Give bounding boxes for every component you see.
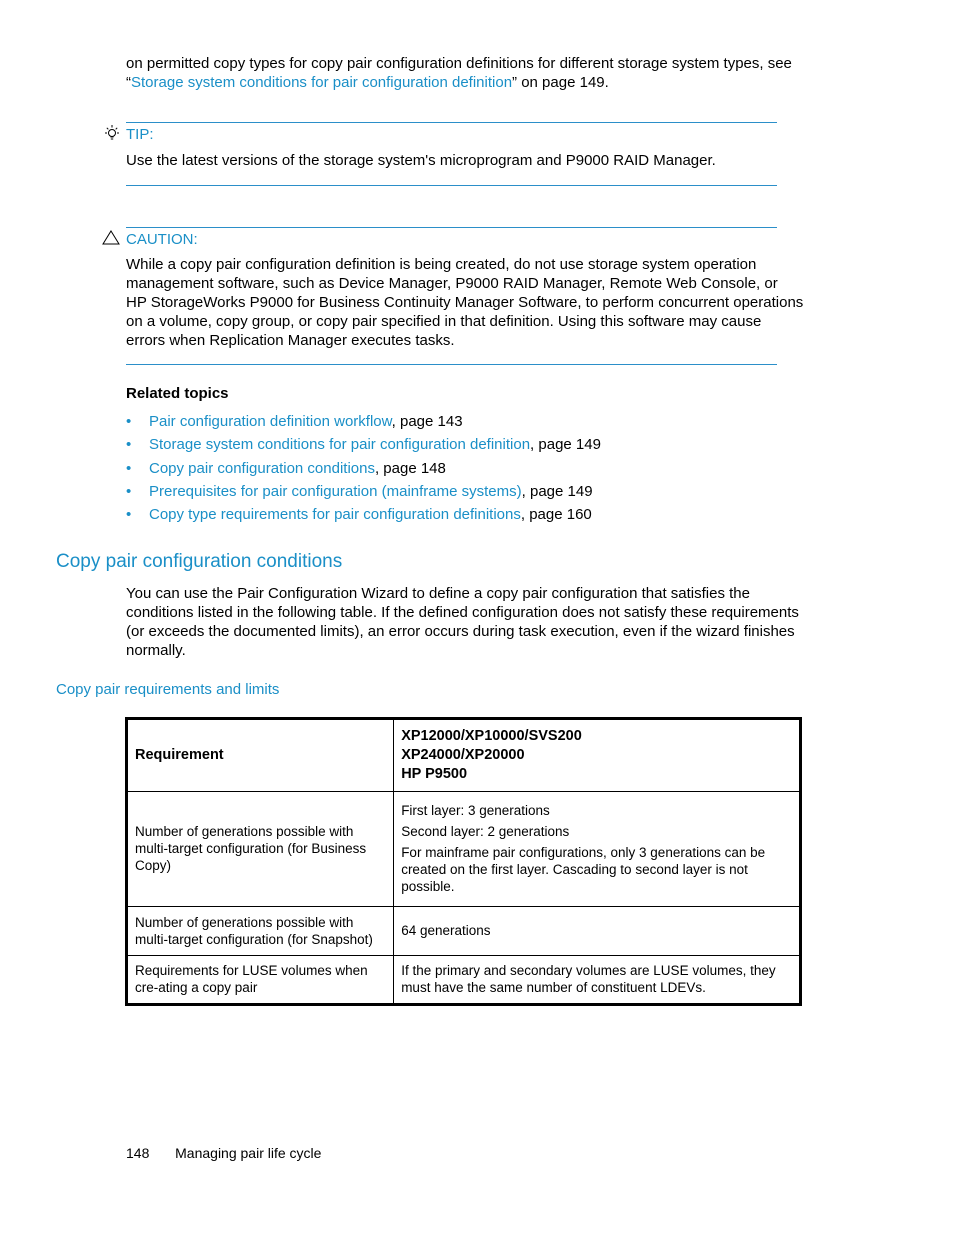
- table-row: [127, 955, 801, 1004]
- related-page-ref: , page 160: [520, 506, 592, 524]
- table-row: [127, 792, 801, 906]
- caution-bottom-rule: [126, 364, 777, 365]
- related-page-ref: , page 149: [521, 482, 593, 500]
- related-link-storage-conditions[interactable]: Storage system conditions for pair configuration definition: [149, 436, 531, 454]
- caution-top-rule: [126, 227, 777, 228]
- related-link-copy-type-requirements[interactable]: Copy type requirements for pair configuration definitions: [149, 506, 521, 524]
- cell-value: [394, 955, 801, 1004]
- paragraph-line: normally.: [126, 642, 186, 659]
- paragraph-line: You can use the Pair Configuration Wizard to define a copy pair configuration that satisfies the: [126, 585, 750, 602]
- cell-value-line: For mainframe pair configurations, only 3 generations can be created on the first layer. Cascading to second layer is not possible.: [401, 845, 766, 895]
- tip-bottom-rule: [126, 185, 777, 186]
- header-requirement: Requirement: [127, 719, 394, 792]
- caution-text: [126, 255, 803, 350]
- chapter-title: Managing pair life cycle: [175, 1145, 322, 1161]
- tip-text: Use the latest versions of the storage system's microprogram and P9000 RAID Manager.: [126, 152, 716, 169]
- tip-top-rule: [126, 122, 777, 123]
- caution-line: While a copy pair configuration definition is being created, do not use storage system operation: [126, 256, 757, 273]
- lightbulb-icon: [102, 124, 122, 149]
- cell-requirement: Number of generations possible with multi-target configuration (for Business Copy): [127, 792, 394, 906]
- bullet-icon: •: [126, 506, 132, 524]
- related-page-ref: , page 143: [391, 413, 463, 430]
- related-page-ref: , page 149: [530, 436, 601, 454]
- cell-value-line: 64 generations: [401, 923, 491, 939]
- list-item: [126, 459, 601, 482]
- section-title: Copy pair configuration conditions: [56, 551, 343, 572]
- caution-line: management software, such as Device Manager, P9000 RAID Manager, Remote Web Console, or: [126, 275, 778, 292]
- list-item: [126, 505, 601, 528]
- related-topics-heading: Related topics: [126, 385, 229, 402]
- page-number: 148: [126, 1145, 150, 1161]
- bullet-icon: •: [126, 413, 132, 430]
- header-model: HP P9500: [401, 766, 468, 783]
- list-item: [126, 435, 601, 458]
- caution-line: HP StorageWorks P9000 for Business Continuity Manager Software, to perform concurrent operations: [126, 294, 804, 311]
- table-caption: Copy pair requirements and limits: [56, 681, 280, 698]
- bullet-icon: •: [126, 459, 132, 477]
- tip-label: TIP:: [126, 126, 154, 143]
- cell-value-line: First layer: 3 generations: [401, 803, 550, 819]
- page-footer: [126, 1145, 321, 1161]
- section-paragraph: [126, 584, 799, 660]
- list-item: [126, 412, 601, 435]
- caution-label: CAUTION:: [126, 231, 198, 248]
- cell-value-line: Second layer: 2 generations: [401, 824, 570, 840]
- caution-line: on a volume, copy group, or copy pair specified in that definition. Using this software may cause: [126, 313, 762, 330]
- intro-link-storage-conditions[interactable]: Storage system conditions for pair configuration definition: [131, 74, 513, 91]
- list-item: [126, 482, 601, 505]
- intro-quote-open: “: [126, 74, 131, 91]
- cell-value: [394, 792, 801, 906]
- requirements-table: [125, 717, 802, 1006]
- caution-line: errors when Replication Manager executes tasks.: [126, 332, 455, 349]
- related-link-workflow[interactable]: Pair configuration definition workflow: [149, 413, 392, 430]
- related-topics-list: [126, 412, 601, 528]
- paragraph-line: (or exceeds the documented limits), an error occurs during task execution, even if the wizard finishes: [126, 623, 795, 640]
- cell-requirement: Requirements for LUSE volumes when cre-ating a copy pair: [127, 955, 394, 1004]
- intro-paragraph: [126, 54, 826, 92]
- header-model: XP12000/XP10000/SVS200: [401, 728, 582, 745]
- cell-value: [394, 906, 801, 955]
- table-row: [127, 906, 801, 955]
- header-models: [394, 719, 801, 792]
- header-model: XP24000/XP20000: [401, 747, 525, 764]
- warning-triangle-icon: [101, 229, 121, 252]
- bullet-icon: •: [126, 436, 132, 454]
- cell-value-line: If the primary and secondary volumes are LUSE volumes, they must have the same number of constituent LDEVs.: [401, 963, 776, 996]
- paragraph-line: conditions listed in the following table. If the defined configuration does not satisfy these requirements: [126, 604, 799, 621]
- table-header-row: [127, 719, 801, 792]
- cell-requirement: Number of generations possible with multi-target configuration (for Snapshot): [127, 906, 394, 955]
- intro-line-1: on permitted copy types for copy pair configuration definitions for different storage system types, see: [126, 55, 792, 72]
- related-link-prerequisites[interactable]: Prerequisites for pair configuration (mainframe systems): [149, 482, 522, 500]
- related-link-copy-pair-conditions[interactable]: Copy pair configuration conditions: [149, 459, 375, 477]
- bullet-icon: •: [126, 482, 132, 500]
- intro-after-link: ” on page 149.: [512, 74, 609, 91]
- related-page-ref: , page 148: [374, 459, 446, 477]
